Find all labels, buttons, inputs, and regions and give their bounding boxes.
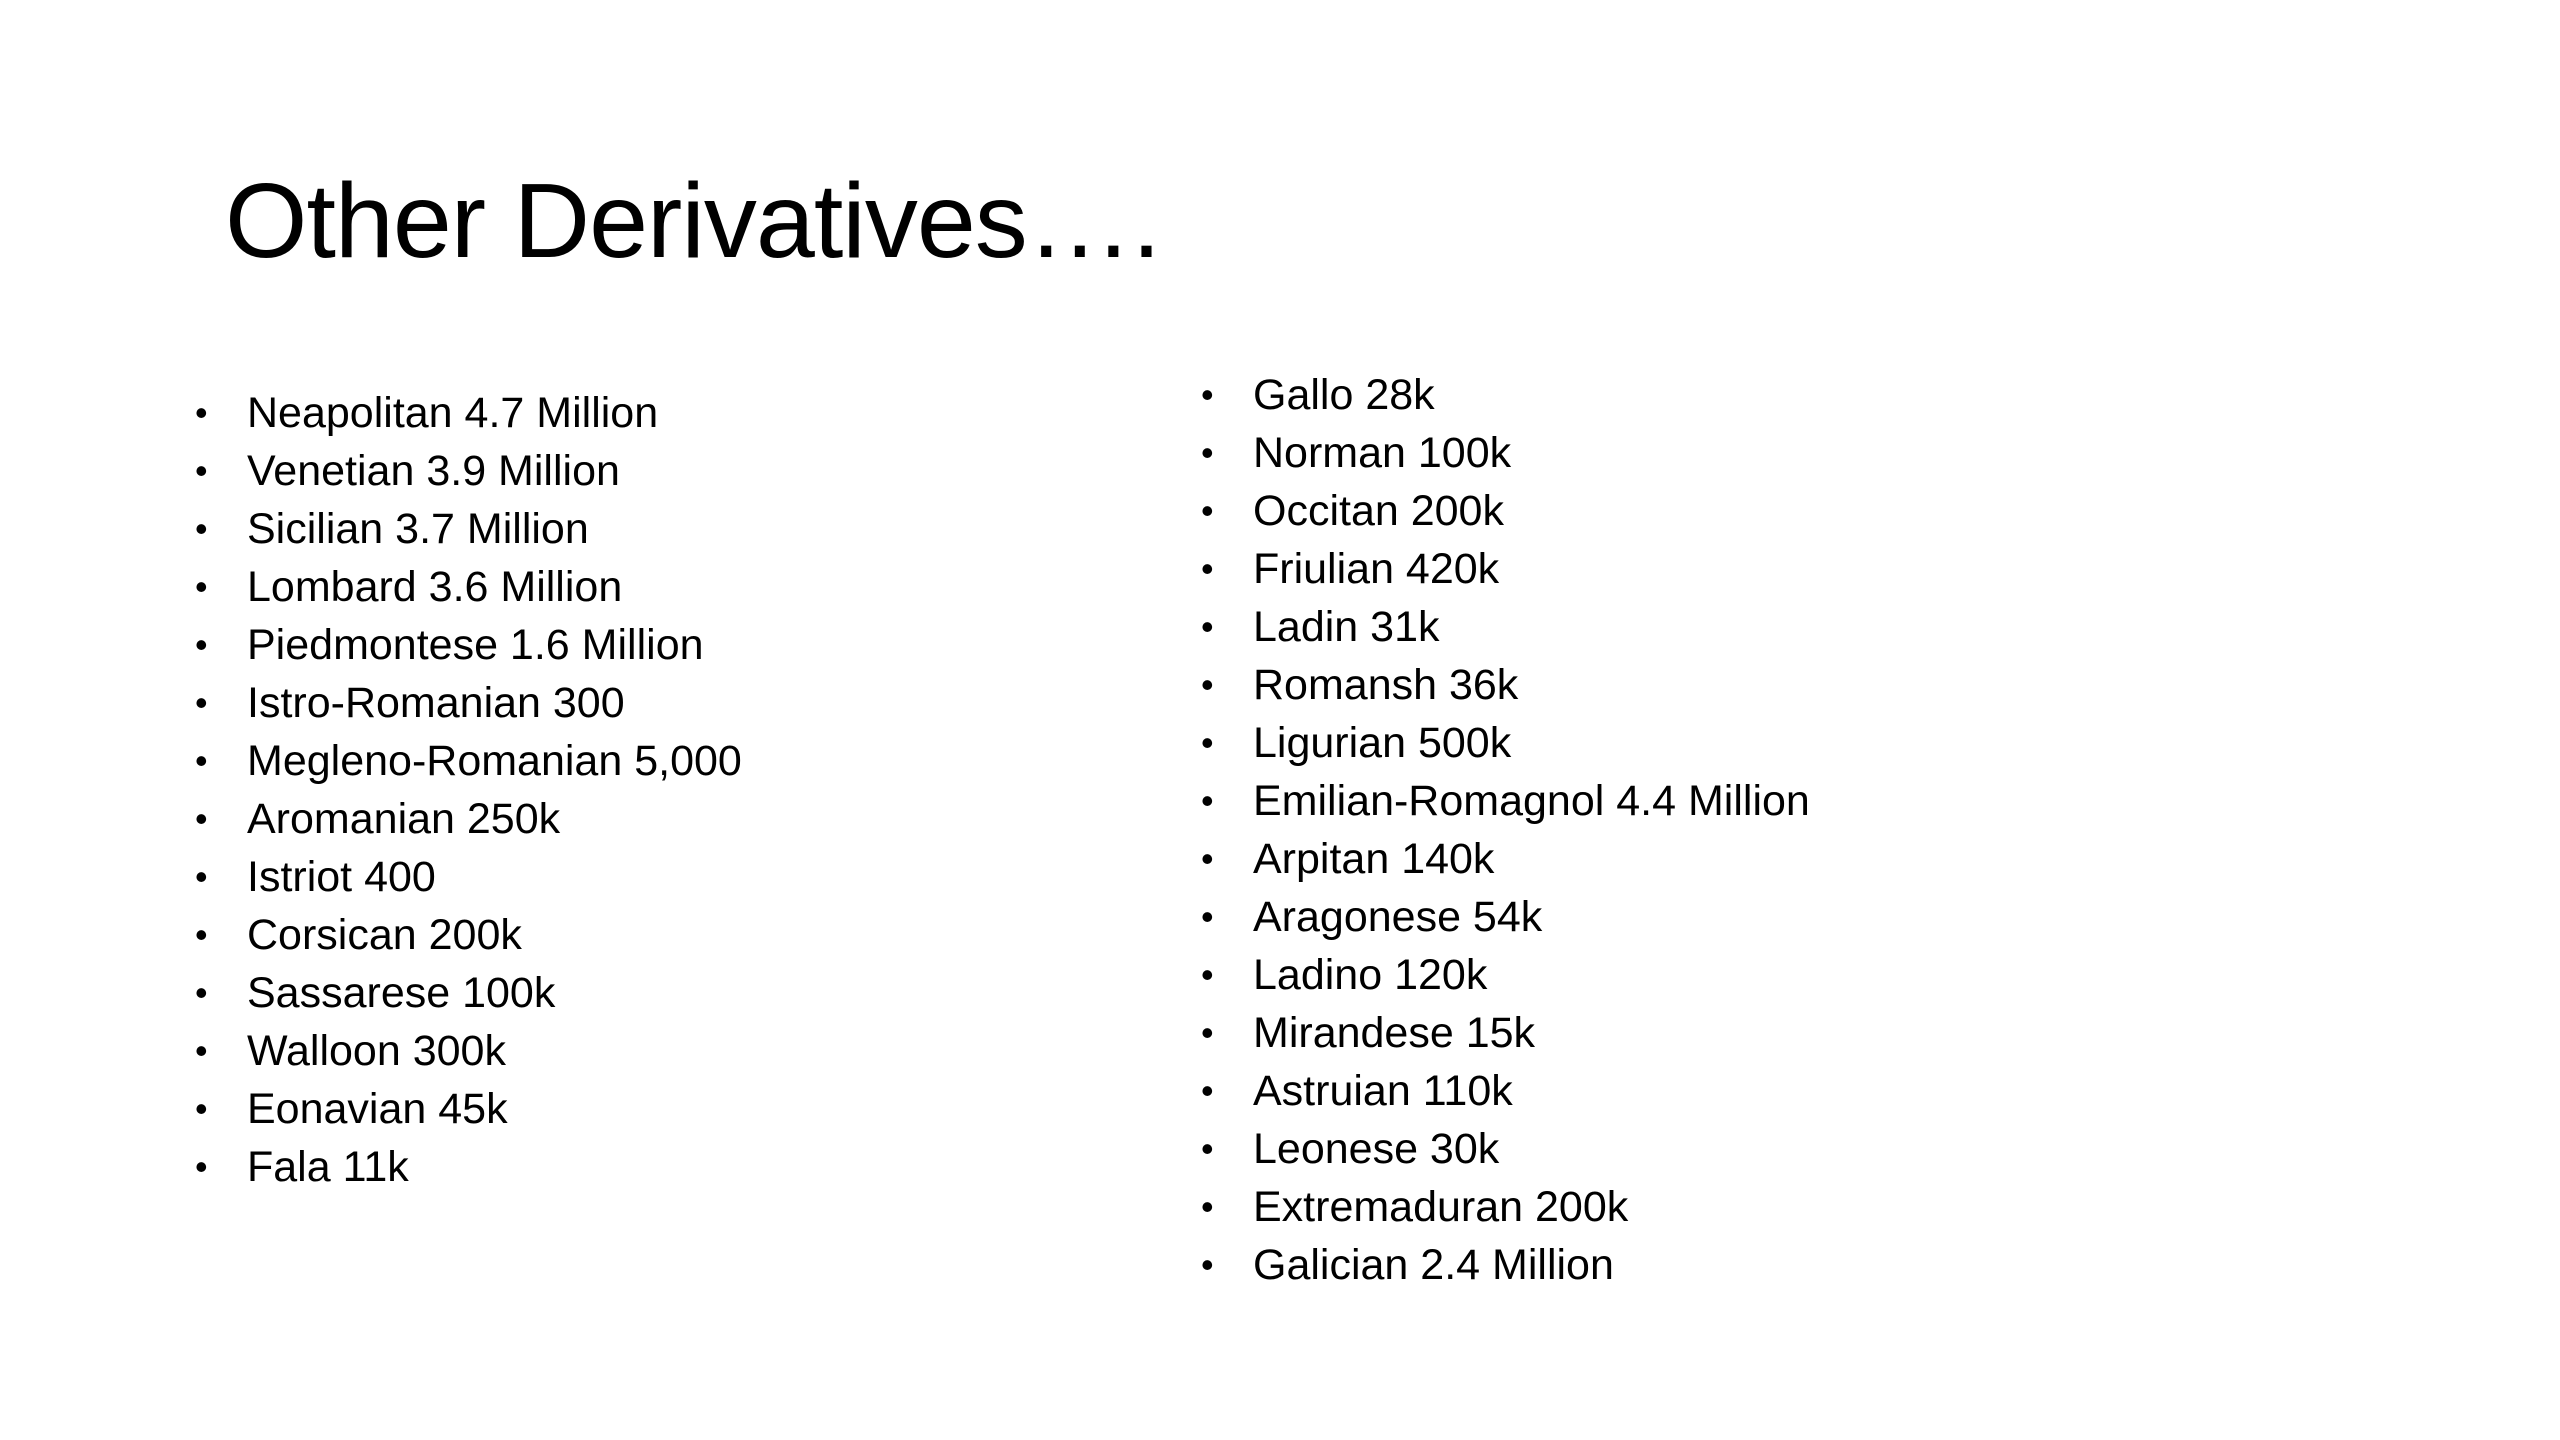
list-item bbox=[1201, 424, 1810, 482]
list-item-label: Mirandese 15k bbox=[1253, 1008, 1536, 1057]
list-item-label: Friulian 420k bbox=[1253, 544, 1500, 593]
bullet-icon: • bbox=[1201, 896, 1214, 937]
list-item bbox=[1201, 1236, 1810, 1294]
bullet-icon: • bbox=[1201, 1128, 1214, 1169]
bullet-icon: • bbox=[195, 682, 208, 723]
slide-title: Other Derivatives…. bbox=[225, 162, 1161, 280]
bullet-icon: • bbox=[195, 1088, 208, 1129]
bullet-icon: • bbox=[1201, 664, 1214, 705]
list-item-label: Romansh 36k bbox=[1253, 660, 1519, 709]
list-item-label: Megleno-Romanian 5,000 bbox=[247, 736, 742, 785]
list-item-label: Piedmontese 1.6 Million bbox=[247, 620, 704, 669]
list-item bbox=[1201, 946, 1810, 1004]
bullet-icon: • bbox=[1201, 722, 1214, 763]
list-item bbox=[1201, 540, 1810, 598]
list-item bbox=[1201, 830, 1810, 888]
bullet-icon: • bbox=[195, 740, 208, 781]
list-item-label: Fala 11k bbox=[247, 1142, 409, 1191]
list-item-label: Aromanian 250k bbox=[247, 794, 561, 843]
list-item bbox=[1201, 714, 1810, 772]
list-item-label: Leonese 30k bbox=[1253, 1124, 1500, 1173]
list-item bbox=[195, 558, 742, 616]
list-item bbox=[1201, 772, 1810, 830]
list-item bbox=[1201, 1004, 1810, 1062]
list-item-label: Norman 100k bbox=[1253, 428, 1512, 477]
left-bullet-list bbox=[195, 384, 742, 1196]
list-item-label: Ladin 31k bbox=[1253, 602, 1440, 651]
bullet-icon: • bbox=[1201, 606, 1214, 647]
list-item bbox=[195, 848, 742, 906]
list-item-label: Gallo 28k bbox=[1253, 370, 1435, 419]
list-item-label: Walloon 300k bbox=[247, 1026, 506, 1075]
bullet-icon: • bbox=[1201, 838, 1214, 879]
right-bullet-list bbox=[1201, 366, 1810, 1294]
bullet-icon: • bbox=[1201, 1186, 1214, 1227]
list-item bbox=[195, 964, 742, 1022]
bullet-icon: • bbox=[1201, 374, 1214, 415]
list-item-label: Lombard 3.6 Million bbox=[247, 562, 623, 611]
list-item bbox=[195, 500, 742, 558]
list-item-label: Aragonese 54k bbox=[1253, 892, 1543, 941]
list-item-label: Neapolitan 4.7 Million bbox=[247, 388, 659, 437]
list-item bbox=[195, 616, 742, 674]
list-item-label: Occitan 200k bbox=[1253, 486, 1504, 535]
bullet-icon: • bbox=[1201, 1070, 1214, 1111]
list-item-label: Istro-Romanian 300 bbox=[247, 678, 625, 727]
bullet-icon: • bbox=[195, 798, 208, 839]
bullet-icon: • bbox=[1201, 954, 1214, 995]
list-item bbox=[195, 674, 742, 732]
bullet-icon: • bbox=[1201, 432, 1214, 473]
list-item bbox=[195, 1080, 742, 1138]
bullet-icon: • bbox=[1201, 490, 1214, 531]
list-item-label: Sassarese 100k bbox=[247, 968, 556, 1017]
bullet-icon: • bbox=[1201, 1012, 1214, 1053]
bullet-icon: • bbox=[1201, 780, 1214, 821]
bullet-icon: • bbox=[195, 856, 208, 897]
list-item bbox=[1201, 1120, 1810, 1178]
list-item-label: Ladino 120k bbox=[1253, 950, 1488, 999]
list-item-label: Ligurian 500k bbox=[1253, 718, 1512, 767]
list-item bbox=[195, 442, 742, 500]
bullet-icon: • bbox=[195, 392, 208, 433]
list-item bbox=[1201, 888, 1810, 946]
list-item-label: Emilian-Romagnol 4.4 Million bbox=[1253, 776, 1810, 825]
bullet-icon: • bbox=[195, 1030, 208, 1071]
list-item bbox=[195, 1022, 742, 1080]
list-item bbox=[1201, 598, 1810, 656]
list-item bbox=[195, 906, 742, 964]
bullet-icon: • bbox=[195, 566, 208, 607]
list-item-label: Sicilian 3.7 Million bbox=[247, 504, 589, 553]
list-item bbox=[1201, 1062, 1810, 1120]
list-item bbox=[195, 732, 742, 790]
list-item bbox=[1201, 366, 1810, 424]
list-item bbox=[1201, 1178, 1810, 1236]
list-item-label: Galician 2.4 Million bbox=[1253, 1240, 1614, 1289]
list-item-label: Extremaduran 200k bbox=[1253, 1182, 1629, 1231]
list-item-label: Arpitan 140k bbox=[1253, 834, 1495, 883]
list-item-label: Venetian 3.9 Million bbox=[247, 446, 620, 495]
bullet-icon: • bbox=[195, 1146, 208, 1187]
bullet-icon: • bbox=[195, 972, 208, 1013]
bullet-icon: • bbox=[1201, 1244, 1214, 1285]
bullet-icon: • bbox=[195, 508, 208, 549]
list-item-label: Istriot 400 bbox=[247, 852, 436, 901]
list-item-label: Eonavian 45k bbox=[247, 1084, 508, 1133]
bullet-icon: • bbox=[195, 624, 208, 665]
bullet-icon: • bbox=[1201, 548, 1214, 589]
list-item-label: Astruian 110k bbox=[1253, 1066, 1513, 1115]
list-item bbox=[1201, 656, 1810, 714]
list-item-label: Corsican 200k bbox=[247, 910, 522, 959]
list-item bbox=[195, 1138, 742, 1196]
list-item bbox=[195, 790, 742, 848]
list-item bbox=[195, 384, 742, 442]
list-item bbox=[1201, 482, 1810, 540]
bullet-icon: • bbox=[195, 450, 208, 491]
bullet-icon: • bbox=[195, 914, 208, 955]
